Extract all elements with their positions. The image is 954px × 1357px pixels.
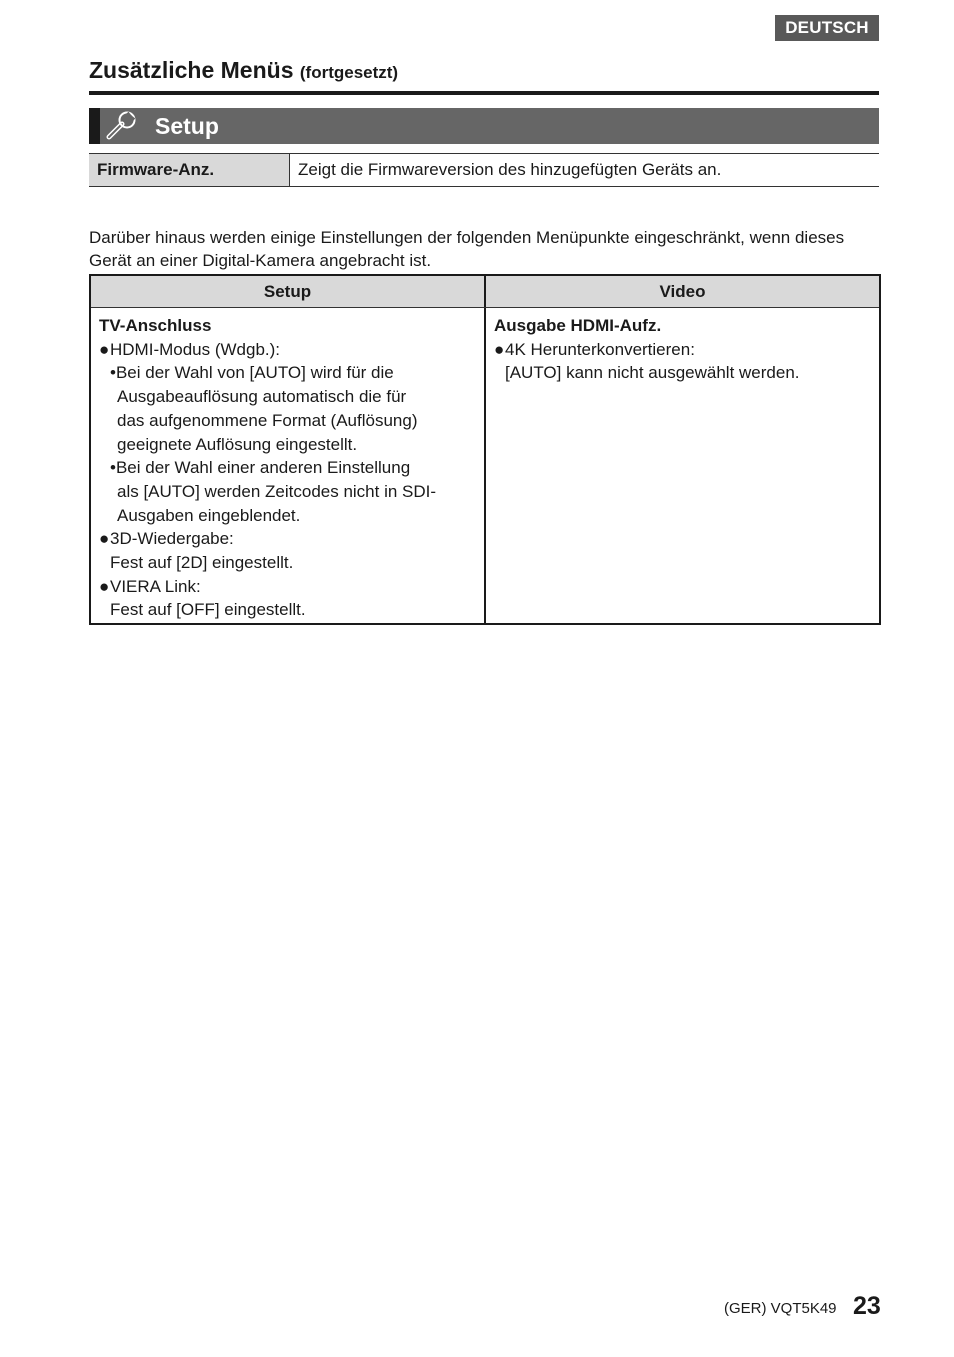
list-item-value: Fest auf [OFF] eingestellt. <box>110 600 306 620</box>
page-title-suffix: (fortgesetzt) <box>299 63 399 82</box>
bullet-icon: ● <box>494 339 505 359</box>
list-subitem-line: das aufgenommene Format (Auflösung) <box>117 410 418 430</box>
list-subitem: •Bei der Wahl von [AUTO] wird für die <box>110 363 394 383</box>
list-item: ●3D-Wiedergabe: <box>99 527 476 551</box>
list-subitem-line: geeignete Auflösung eingestellt. <box>117 434 358 454</box>
bullet-icon: ● <box>99 576 110 596</box>
footer-code: (GER) VQT5K49 <box>724 1300 837 1317</box>
intro-paragraph: Darüber hinaus werden einige Einstellungen der folgenden Menüpunkte eingeschränkt, wenn dieses Gerät an einer Digital-Kamera angebracht ist. <box>89 228 845 270</box>
firmware-row <box>89 153 879 187</box>
list-item-value: [AUTO] kann nicht ausgewählt werden. <box>505 363 800 383</box>
firmware-key: Firmware-Anz. <box>89 154 290 186</box>
title-divider <box>89 91 879 95</box>
bullet-icon: ● <box>99 529 110 549</box>
video-heading: Ausgabe HDMI-Aufz. <box>494 316 662 335</box>
firmware-value: Zeigt die Firmwareversion des hinzugefügten Geräts an. <box>298 160 722 179</box>
section-marker <box>89 108 100 144</box>
header-setup: Setup <box>91 276 486 307</box>
page-title <box>89 57 398 84</box>
video-column <box>486 308 879 623</box>
restrictions-table <box>89 274 881 625</box>
language-badge: DEUTSCH <box>775 15 879 41</box>
section-title: Setup <box>155 112 219 139</box>
list-subitem: •Bei der Wahl einer anderen Einstellung <box>110 458 411 478</box>
setup-column <box>91 308 486 623</box>
page-number: 23 <box>853 1292 881 1320</box>
list-item-value: Fest auf [2D] eingestellt. <box>110 553 294 573</box>
list-item: ●4K Herunterkonvertieren: <box>494 338 871 362</box>
list-subitem-line: Ausgaben eingeblendet. <box>117 505 301 525</box>
list-subitem-line: als [AUTO] werden Zeitcodes nicht in SDI- <box>117 481 437 501</box>
header-video: Video <box>659 281 706 301</box>
setup-heading: TV-Anschluss <box>99 316 212 335</box>
bullet-icon: ● <box>99 339 110 359</box>
wrench-icon <box>102 108 142 144</box>
table-header-row <box>91 276 879 308</box>
list-item: ●HDMI-Modus (Wdgb.): <box>99 338 476 362</box>
section-header <box>89 108 879 144</box>
list-item: ●VIERA Link: <box>99 575 476 599</box>
page-title-text: Zusätzliche Menüs <box>89 57 294 83</box>
list-subitem-line: Ausgabeauflösung automatisch die für <box>117 387 407 407</box>
table-body-row <box>91 308 879 623</box>
